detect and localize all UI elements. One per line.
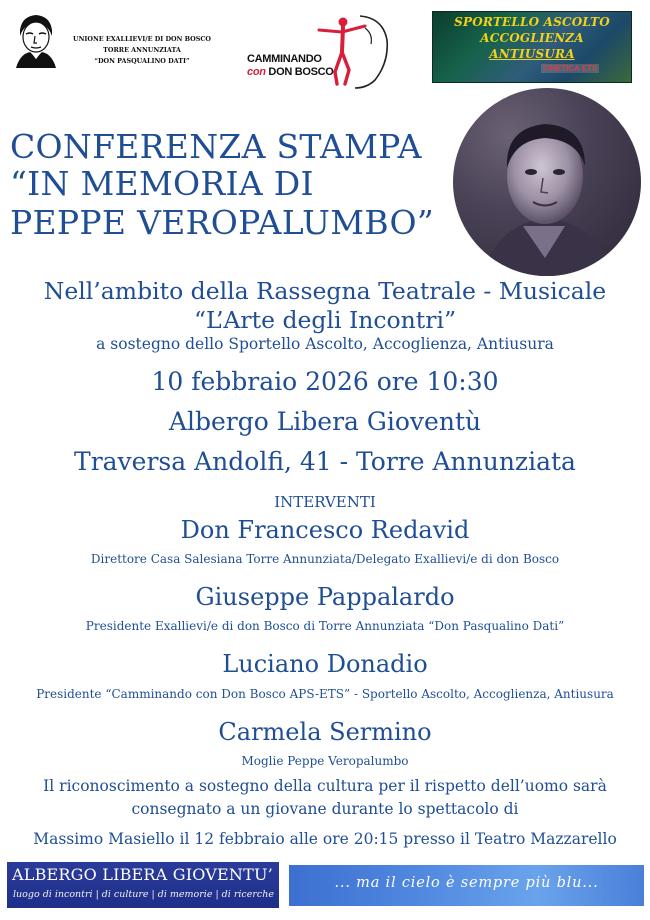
sportello-line1: SPORTELLO ASCOLTO (454, 15, 610, 29)
sportello-line3: ANTIUSURA (489, 47, 575, 61)
speaker-name: Giuseppe Pappalardo (195, 583, 455, 611)
speaker-role: Presidente “Camminando con Don Bosco APS-ETS” - Sportello Ascolto, Accoglienza, Antiusura (36, 687, 614, 701)
speaker-name: Don Francesco Redavid (180, 516, 470, 544)
event-date: 10 febbraio 2026 ore 10:30 (151, 367, 499, 396)
speaker-name: Luciano Donadio (222, 650, 428, 678)
speaker-role: Moglie Peppe Veropalumbo (241, 754, 409, 768)
banner-subtitle: luogo di incontri | di culture | di memorie | di ricerche (13, 889, 274, 900)
union-logo-text (62, 34, 222, 67)
union-logo-line3: “DON PASQUALINO DATI” (94, 57, 190, 65)
title-line2: “IN MEMORIA DI (10, 164, 314, 203)
title-line3: PEPPE VEROPALUMBO” (10, 203, 435, 242)
banner-title: ALBERGO LIBERA GIOVENTU’ (12, 865, 273, 884)
union-logo-line2: TORRE ANNUNZIATA (103, 46, 181, 54)
subtitle-line1: Nell’ambito della Rassegna Teatrale - Musicale (43, 277, 607, 305)
cielo-blu-banner (289, 865, 644, 906)
speaker-role: Direttore Casa Salesiana Torre Annunziata/Delegato Exallievi/e di don Bosco (90, 552, 560, 566)
subtitle-line2: “L’Arte degli Incontri” (193, 306, 457, 334)
title-line1: CONFERENZA STAMPA (10, 127, 422, 166)
walking-figure-icon (305, 10, 390, 90)
albergo-libera-gioventu-banner (7, 862, 279, 908)
event-address: Traversa Andolfi, 41 - Torre Annunziata (74, 447, 576, 476)
event-venue: Albergo Libera Gioventù (168, 407, 482, 436)
don-bosco-text: DON BOSCO (268, 66, 334, 78)
award-note-line3: Massimo Masiello il 12 febbraio alle ore 20:15 presso il Teatro Mazzarello (33, 830, 617, 848)
union-logo-line1: UNIONE EXALLIEVI/E DI DON BOSCO (73, 35, 211, 43)
sportello-tag: FINETICA ETS (543, 64, 598, 73)
con-text: con (247, 66, 266, 78)
portrait-figure-icon (453, 88, 641, 276)
speaker-name: Carmela Sermino (218, 718, 432, 746)
subtitle-line3: a sostegno dello Sportello Ascolto, Accoglienza, Antiusura (96, 335, 554, 353)
union-exallievi-logo (12, 12, 227, 72)
speaker-role: Presidente Exallievi/e di don Bosco di Torre Annunziata “Don Pasqualino Dati” (85, 619, 565, 633)
sportello-ascolto-logo (432, 11, 632, 83)
camminando-con-don-bosco-logo (245, 10, 395, 90)
cielo-blu-text: ... ma il cielo è sempre più blu... (334, 875, 599, 891)
don-bosco-portrait-icon (12, 12, 60, 68)
memorial-portrait-photo (453, 88, 641, 276)
award-note-line2: consegnato a un giovane durante lo spettacolo di (131, 800, 519, 818)
interventi-heading: INTERVENTI (274, 493, 376, 511)
award-note-line1: Il riconoscimento a sostegno della cultura per il rispetto dell’uomo sarà (43, 777, 607, 795)
con-don-bosco-text (247, 66, 334, 78)
sportello-line2: ACCOGLIENZA (480, 31, 584, 45)
camminando-text: CAMMINANDO (247, 53, 322, 65)
